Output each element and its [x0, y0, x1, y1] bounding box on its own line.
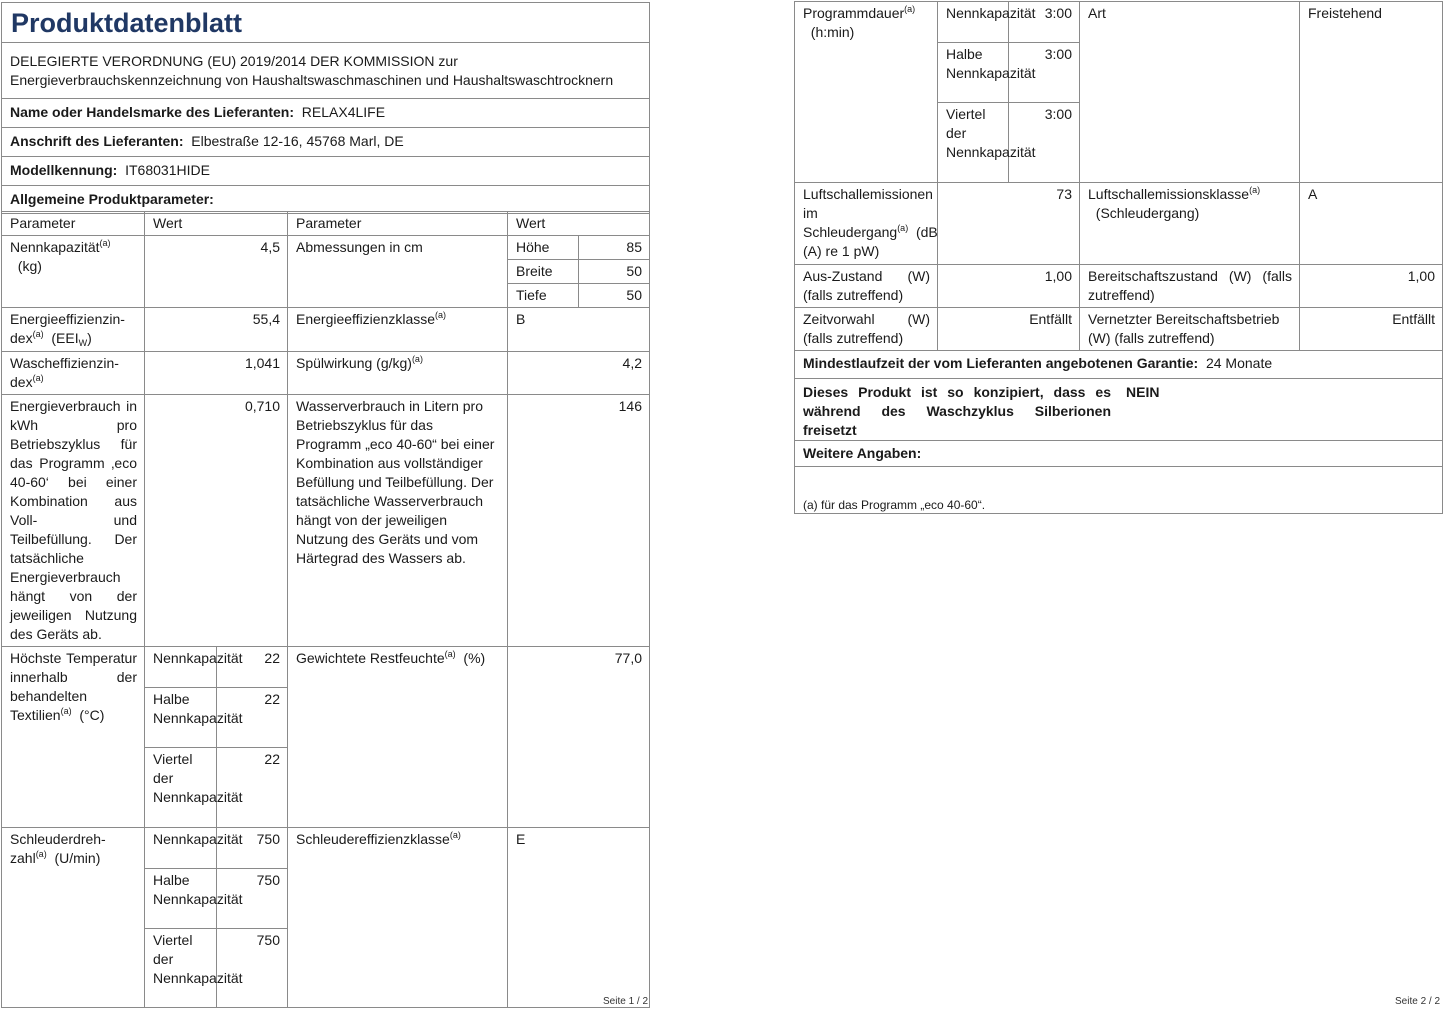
off-mode-value: 1,00 [938, 265, 1080, 308]
supplier-label: Name oder Handelsmarke des Lieferanten: [10, 104, 294, 120]
page-number: Seite 2 / 2 [1395, 996, 1441, 1007]
datasheet-page-2 [794, 0, 1445, 1005]
rated-capacity-label: Nennkapazität$^{(a)}$ (kg) [2, 236, 145, 308]
max-temp-load-label: Viertel der Nennkapazität [145, 748, 217, 828]
max-temp-load-label: Nennkapazität [145, 647, 217, 688]
noise-class-value: A [1300, 183, 1443, 265]
delay-start-value: Entfällt [938, 308, 1080, 351]
spin-class-label: Schleudereffizienzklasse$^{(a)}$ [288, 828, 508, 1008]
standby-label: Bereitschaftszustand (W) (falls zutreffend) [1080, 265, 1300, 308]
spin-class-value: E [508, 828, 650, 1008]
max-temp-label: Höchste Temperatur innerhalb der behandelten Textilien$^{(a)}$ (°C) [2, 647, 145, 828]
off-mode-label: Aus-Zustand (W) (falls zutreffend) [795, 265, 938, 308]
model-row [2, 157, 650, 186]
dimensions-label: Abmessungen in cm [288, 236, 508, 308]
width-value: 50 [579, 260, 650, 284]
rated-capacity-value: 4,5 [145, 236, 288, 308]
parameter-table [1, 211, 650, 1008]
address-value: Elbestraße 12-16, 45768 Marl, DE [191, 133, 404, 149]
table-row [2, 352, 650, 395]
table-row [2, 308, 650, 352]
table-row [795, 308, 1443, 351]
table-row [795, 379, 1443, 441]
table-row [795, 183, 1443, 265]
spin-load-label: Nennkapazität [145, 828, 217, 869]
table-row [795, 441, 1443, 467]
washing-index-value: 1,041 [145, 352, 288, 395]
silver-ions-row [795, 379, 1443, 441]
max-temp-load-value: 22 [217, 748, 288, 828]
table-row [795, 2, 1443, 43]
table-row [2, 647, 650, 688]
height-value: 85 [579, 236, 650, 260]
remaining-moisture-value: 77,0 [508, 647, 650, 828]
silver-ions-value: NEIN [1126, 384, 1160, 400]
width-label: Breite [508, 260, 579, 284]
spin-load-value: 750 [217, 869, 288, 929]
duration-load-label: Nennkapazität [938, 2, 1009, 43]
regulation-text: DELEGIERTE VERORDNUNG (EU) 2019/2014 DER KOMMISSION zur Energieverbrauchskennzeichnung von Haushaltswaschmaschinen und Haushaltswaschtrocknern [2, 43, 650, 99]
water-consumption-label: Wasserverbrauch in Litern pro Betriebszyklus für das Programm „eco 40-60“ bei einer Kombination aus vollständiger Befüllung und Teilbefüllung. Der tatsächliche Wasserverbrauch hängt von der jeweiligen Nutzung des Geräts und vom Härtegrad des Wassers ab. [288, 395, 508, 647]
page-number: Seite 1 / 2 [603, 996, 649, 1007]
header-parameter-1: Parameter [2, 212, 145, 236]
table-row [2, 236, 650, 260]
depth-label: Tiefe [508, 284, 579, 308]
footnote: (a) für das Programm „eco 40-60“. [803, 498, 986, 512]
eei-label: Energieeffizienzin- dex$^{(a)}$ $(EEI_W)$ [2, 308, 145, 352]
warranty-row [795, 351, 1443, 379]
type-label: Art [1080, 2, 1300, 183]
energy-class-label: Energieeffizienzklasse$^{(a)}$ [288, 308, 508, 352]
delay-start-label: Zeitvorwahl (W) (falls zutreffend) [795, 308, 938, 351]
address-row [2, 128, 650, 157]
header-value-2: Wert [508, 212, 650, 236]
further-info-label: Weitere Angaben: [795, 441, 1443, 467]
model-value: IT68031HIDE [125, 162, 210, 178]
table-row [2, 828, 650, 869]
parameter-table-continued [794, 1, 1443, 514]
spin-load-label: Halbe Nennkapazität [145, 869, 217, 929]
noise-class-label: Luftschallemissionsklasse$^{(a)}$ (Schleudergang) [1080, 183, 1300, 265]
remaining-moisture-label: Gewichtete Restfeuchte$^{(a)}$ (%) [288, 647, 508, 828]
eei-value: 55,4 [145, 308, 288, 352]
energy-consumption-label: Energieverbrauch in kWh pro Betriebszyklus für das Programm ‚eco 40-60‘ bei einer Kombination aus Voll- und Teilbefüllung. Der tatsächliche Energieverbrauch hängt von der jeweiligen Nutzung des Geräts ab. [2, 395, 145, 647]
max-temp-load-label: Halbe Nennkapazität [145, 688, 217, 748]
energy-consumption-value: 0,710 [145, 395, 288, 647]
networked-standby-label: Vernetzter Bereitschaftsbetrieb (W) (falls zutreffend) [1080, 308, 1300, 351]
supplier-row [2, 99, 650, 128]
water-consumption-value: 146 [508, 395, 650, 647]
datasheet-page-1 [0, 0, 652, 1005]
spin-speed-label: Schleuderdreh- zahl$^{(a)}$ (U/min) [2, 828, 145, 1008]
noise-value: 73 [938, 183, 1080, 265]
rinsing-value: 4,2 [508, 352, 650, 395]
program-duration-label: Programmdauer$^{(a)}$ (h:min) [795, 2, 938, 183]
washing-index-label: Wascheffizienzin- dex$^{(a)}$ [2, 352, 145, 395]
energy-class-value: B [508, 308, 650, 352]
spin-load-value: 750 [217, 828, 288, 869]
warranty-value: 24 Monate [1205, 355, 1273, 371]
rinsing-label: Spülwirkung $(g/kg)^{(a)}$ [288, 352, 508, 395]
silver-ions-label: Dieses Produkt ist so konzipiert, dass es während des Waschzyklus Silberionen freisetzt [803, 384, 1111, 438]
table-row [795, 351, 1443, 379]
noise-label: Luftschallemissionen im Schleudergang$^{(a)}$ (dB (A) re 1 pW) [795, 183, 938, 265]
duration-load-value: 3:00 [1009, 103, 1080, 183]
table-header-row [2, 212, 650, 236]
spin-load-value: 750 [217, 929, 288, 1008]
table-row [2, 395, 650, 647]
networked-standby-value: Entfällt [1300, 308, 1443, 351]
duration-load-label: Viertel der Nennkapazität [938, 103, 1009, 183]
header-value-1: Wert [145, 212, 288, 236]
standby-value: 1,00 [1300, 265, 1443, 308]
page-title: Produktdatenblatt [2, 3, 650, 43]
spin-load-label: Viertel der Nennkapazität [145, 929, 217, 1008]
type-value: Freistehend [1300, 2, 1443, 183]
table-row [795, 265, 1443, 308]
depth-value: 50 [579, 284, 650, 308]
duration-load-value: 3:00 [1009, 43, 1080, 103]
address-label: Anschrift des Lieferanten: [10, 133, 184, 149]
duration-load-label: Halbe Nennkapazität [938, 43, 1009, 103]
header-table [1, 2, 650, 214]
model-label: Modellkennung: [10, 162, 118, 178]
duration-load-value: 3:00 [1009, 2, 1080, 43]
supplier-value: RELAX4LIFE [301, 104, 386, 120]
general-heading: Allgemeine Produktparameter: [2, 186, 650, 214]
warranty-label: Mindestlaufzeit der vom Lieferanten angebotenen Garantie: [803, 355, 1199, 371]
header-parameter-2: Parameter [288, 212, 508, 236]
max-temp-load-value: 22 [217, 688, 288, 748]
max-temp-load-value: 22 [217, 647, 288, 688]
height-label: Höhe [508, 236, 579, 260]
